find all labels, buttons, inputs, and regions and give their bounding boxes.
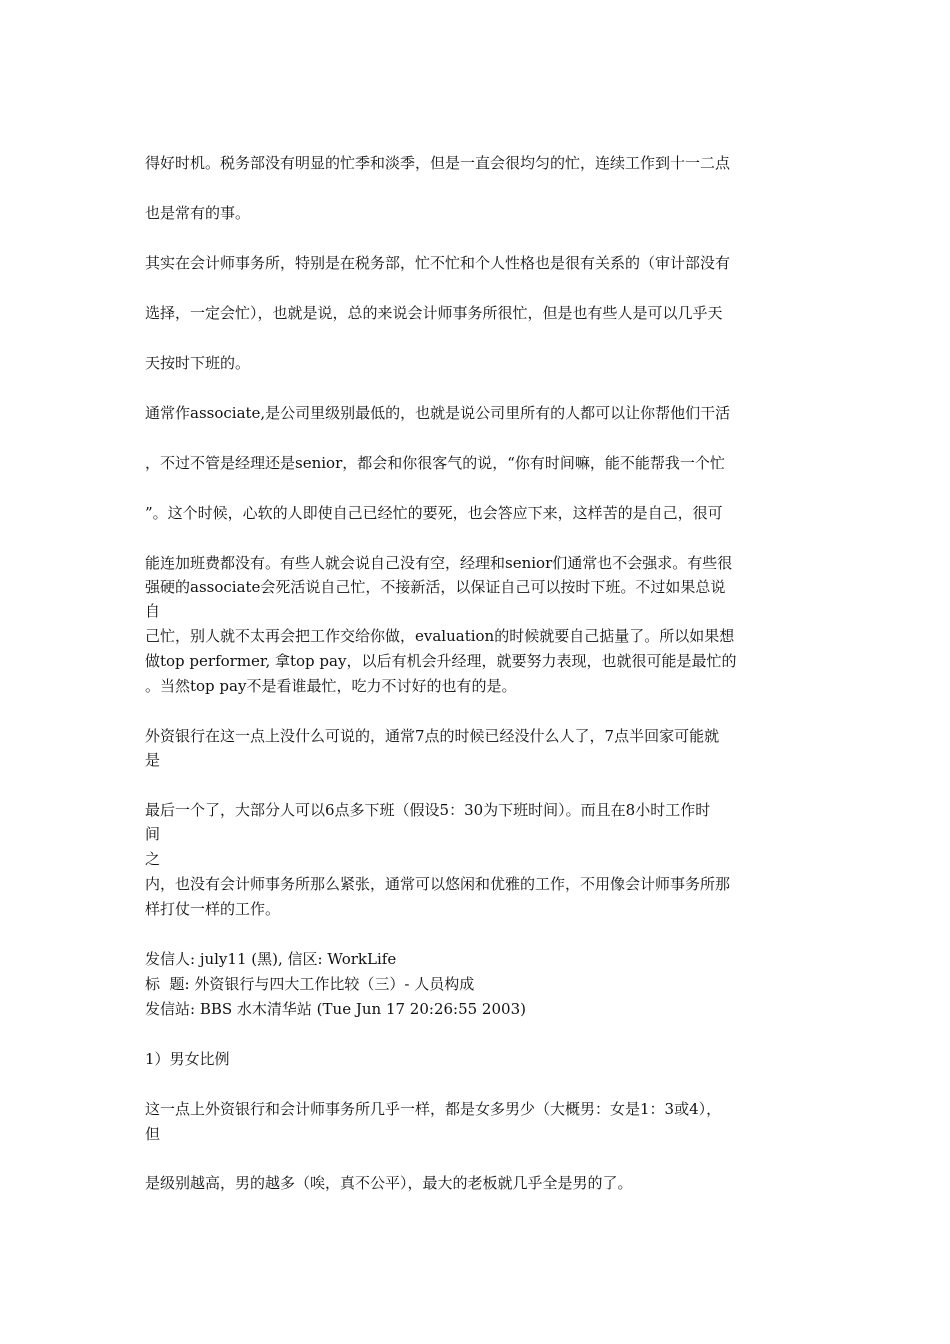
text-line: 做top performer, 拿top pay，以后有机会升经理，就要努力表现，也就很可能是最忙的 [145,652,737,670]
header-subject: 标 题: 外资银行与四大工作比较（三）- 人员构成 [145,975,475,993]
text-line: 之 [145,850,161,868]
text-line: 最后一个了，大部分人可以6点多下班（假设5：30为下班时间）。而且在8小时工作时 [145,801,711,819]
text-line: 是 [145,751,161,769]
text-line: 。当然top pay不是看谁最忙，吃力不讨好的也有的是。 [145,677,517,695]
text-line: 也是常有的事。 [145,204,251,222]
text-line: 其实在会计师事务所，特别是在税务部，忙不忙和个人性格也是很有关系的（审计部没有 [145,254,731,272]
text-line: 强硬的associate会死活说自己忙，不接新活，以保证自己可以按时下班。不过如果总说 [145,578,726,596]
text-line: 己忙，别人就不太再会把工作交给你做，evaluation的时候就要自己掂量了。所以如果想 [145,627,735,645]
text-line: 这一点上外资银行和会计师事务所几乎一样，都是女多男少（大概男：女是1：3或4）， [145,1100,722,1118]
text-line: ，不过不管是经理还是senior，都会和你很客气的说，“你有时间嘛，能不能帮我一个忙 [145,454,725,472]
text-line: 得好时机。税务部没有明显的忙季和淡季，但是一直会很均匀的忙，连续工作到十一二点 [145,154,731,172]
text-line: ”。这个时候，心软的人即使自己已经忙的要死，也会答应下来，这样苦的是自己，很可 [145,504,723,522]
text-line: 能连加班费都没有。有些人就会说自己没有空，经理和senior们通常也不会强求。有些很 [145,554,733,572]
text-line: 自 [145,602,161,620]
text-line: 间 [145,825,161,843]
text-line: 内，也没有会计师事务所那么紧张，通常可以悠闲和优雅的工作，不用像会计师事务所那 [145,875,731,893]
header-from: 发信人: july11 (黑), 信区: WorkLife [145,950,397,968]
text-line: 是级别越高，男的越多（唉，真不公平），最大的老板就几乎全是男的了。 [145,1174,633,1192]
text-line: 外资银行在这一点上没什么可说的，通常7点的时候已经没什么人了，7点半回家可能就 [145,727,720,745]
text-line: 天按时下班的。 [145,354,251,372]
header-station: 发信站: BBS 水木清华站 (Tue Jun 17 20:26:55 2003) [145,1000,526,1018]
text-line: 通常作associate,是公司里级别最低的，也就是说公司里所有的人都可以让你帮他们干活 [145,404,731,422]
section-heading: 1）男女比例 [145,1050,230,1068]
text-line: 样打仗一样的工作。 [145,900,281,918]
text-line: 但 [145,1125,161,1143]
text-line: 选择，一定会忙），也就是说，总的来说会计师事务所很忙，但是也有些人是可以几乎天 [145,304,723,322]
